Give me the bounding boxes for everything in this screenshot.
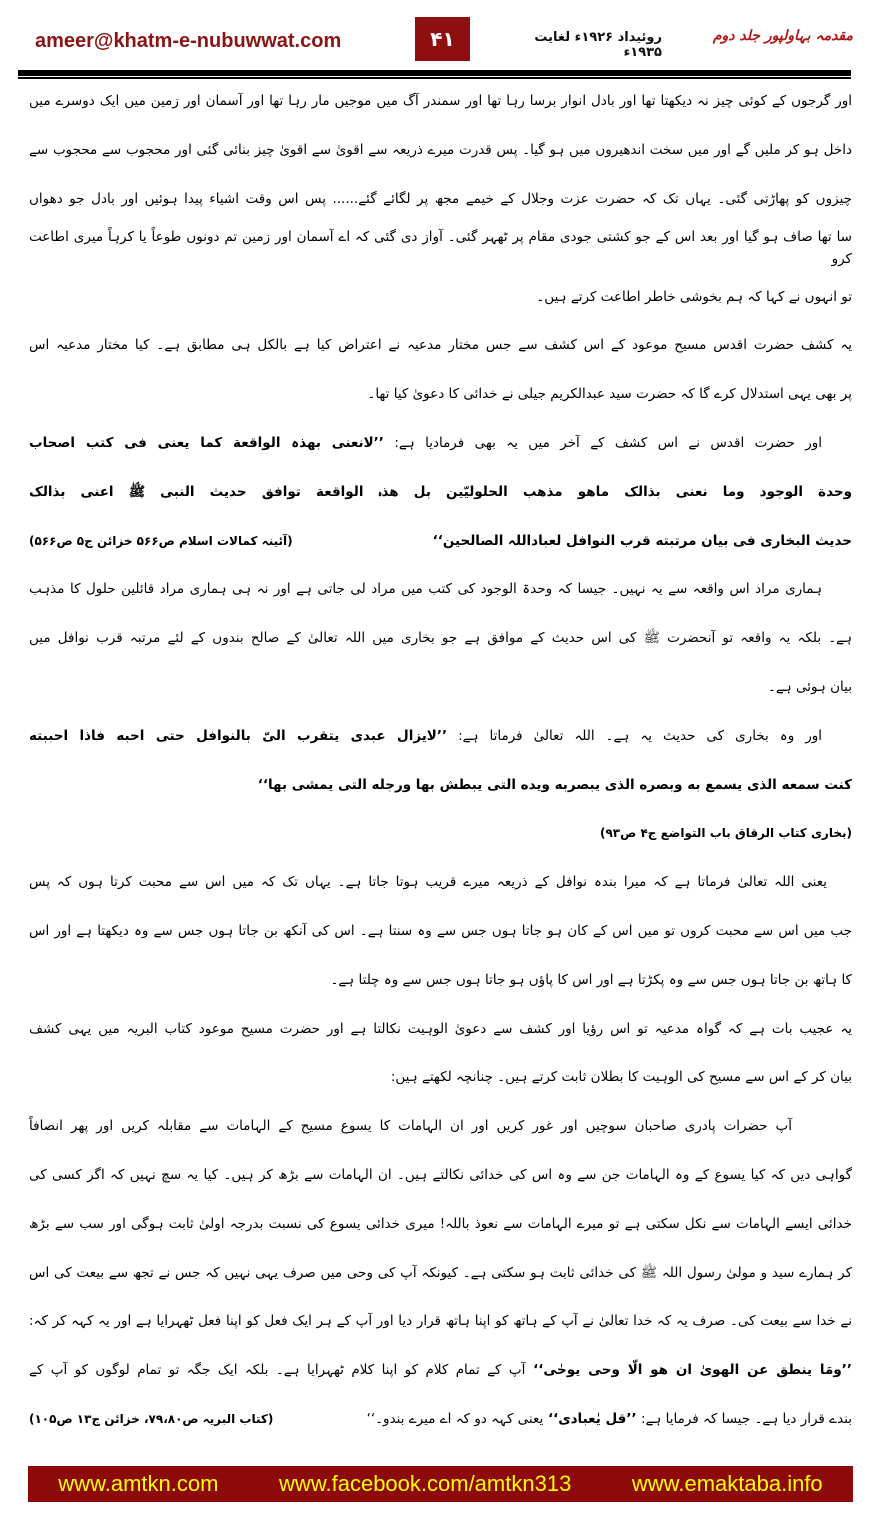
citation: (کتاب البریہ ص۷۹،۸۰، خزائن ج۱۳ ص۱۰۵) — [29, 1411, 274, 1426]
line-content — [433, 530, 852, 552]
line-content — [29, 1213, 852, 1235]
arabic-quote: ’’قل یٰعبادی‘‘ — [543, 1410, 637, 1427]
text-line — [29, 663, 852, 712]
line-content — [391, 1066, 852, 1088]
text-line — [29, 711, 852, 760]
line-content — [29, 1115, 792, 1137]
line-content — [29, 1359, 852, 1381]
line-content — [29, 188, 852, 210]
text-line — [29, 419, 852, 468]
urdu-text: جب میں اس سے محبت کروں تو میں اس کے کان ہو جاتا ہوں جس سے وہ سنتا ہے۔ اس کی آنکھ بن جاتا ہوں جس سے وہ دیکھتا ہے اور اس — [29, 922, 852, 939]
line-content — [330, 969, 852, 991]
arabic-quote: کنت سمعه الذی یسمع به وبصره الذی یبصربه ویده التی یبطش بها ورجله التی یمشی بها‘‘ — [257, 776, 852, 793]
line-content — [29, 1262, 852, 1284]
urdu-text: اور وہ بخاری کی حدیث یہ ہے۔ اللہ تعالیٰ فرماتا ہے: — [447, 727, 823, 744]
arabic-quote: وحدة الوجود وما نعنی بذالک ماھو مذھب الحلولیّین بل ھذہ الواقعة توافق حدیث النبی ﷺ اعنی بذالک — [29, 483, 852, 500]
header-subtitle: روئیداد ۱۹۲۶ء لغایت ۱۹۳۵ء — [534, 30, 662, 60]
line-content — [29, 139, 852, 161]
header-book-title: مقدمہ بہاولپور جلد دوم — [712, 28, 853, 44]
urdu-text: کر ہمارے سید و مولیٰ رسول اللہ ﷺ کی خدائی ثابت ہو سکتی ہے۔ کیونکہ آپ کی وحی میں صرف یہی نہیں کہ جس نے تجھ سے بیعت کی اس — [29, 1264, 852, 1281]
line-content — [29, 432, 822, 454]
arabic-quote: ’’لایزال عبدی یتقرب الیّ بالنوافل حتی احبه فاذا احببته — [29, 727, 448, 744]
text-line — [29, 565, 852, 614]
footer-link-amtkn[interactable]: www.amtkn.com — [58, 1471, 219, 1496]
urdu-text: یہ عجیب بات ہے کہ گواہ مدعیہ تو اس رؤیا اور کشف سے دعویٰ الوہیت نکالتا ہے اور حضرت مسیح موعود کتاب البریہ میں یہی کشف — [29, 1020, 852, 1037]
urdu-text: بیان ہوئی ہے۔ — [767, 678, 852, 695]
text-line — [29, 955, 852, 1004]
urdu-text: یعنی کہہ دو کہ اے میرے بندو۔‘‘ — [366, 1410, 544, 1427]
urdu-text: بندے قرار دیا ہے۔ جیسا کہ فرمایا ہے: — [636, 1410, 852, 1427]
text-line — [29, 467, 852, 516]
line-content — [29, 481, 852, 503]
line-content — [29, 226, 852, 270]
text-line — [29, 516, 852, 565]
text-line — [29, 809, 852, 858]
line-content — [29, 578, 822, 600]
urdu-text: پر بھی یہی استدلال کرے گا کہ حضرت سید عبدالکریم جیلی نے خدائی کا دعویٰ کیا تھا۔ — [367, 386, 852, 403]
urdu-text: گواہی دیں کہ کیا یسوع کے وہ الہامات جن سے وہ اس کی خدائی نکالتے ہیں۔ ان الہامات سے بڑھ کر ہیں۔ کیا یہ سچ نہیں کہ اگر کسی کی — [29, 1166, 852, 1183]
line-content — [29, 1018, 852, 1040]
urdu-text: اور حضرت اقدس نے اس کشف کے آخر میں یہ بھی فرمادیا ہے: — [383, 434, 822, 451]
footer-link-emaktaba[interactable]: www.emaktaba.info — [631, 1471, 823, 1496]
urdu-text: اور گرجوں کے کوئی چیز نہ دیکھتا تھا اور بادل انوار برسا رہا تھا اور سمندر آگ میں موجیں مار رہا تھا اور آسمان اور زمین میں ایک دوسرے میں — [29, 93, 852, 110]
urdu-text: یعنی اللہ تعالیٰ فرماتا ہے کہ میرا بندہ نوافل کے ذریعہ میرے قریب ہوتا جاتا ہے۔ یہاں تک کہ میں اس سے محبت کرتا ہوں کہ پس — [29, 874, 827, 891]
urdu-text: نے خدا سے بیعت کی۔ صرف یہ کہ خدا تعالیٰ نے آپ کے ہاتھ کو اپنا ہاتھ قرار دیا اور آپ کے ہر ایک فعل کو اپنا فعل ٹھہرایا ہے اور یہ کہہ کر کہ: — [29, 1313, 852, 1330]
footer-link-facebook[interactable]: www.facebook.com/amtkn313 — [279, 1471, 572, 1496]
text-line — [29, 1199, 852, 1248]
text-line — [29, 77, 852, 126]
line-content — [367, 383, 852, 405]
text-line — [29, 223, 852, 272]
urdu-text: سا تھا صاف ہو گیا اور بعد اس کے جو کشتی جودی مقام پر ٹھہر گئی۔ آواز دی گئی کہ اے آسمان اور زمین تم دونوں طوعاً یا کرہاً میری اطاعت کرو — [29, 228, 852, 267]
text-line — [29, 1151, 852, 1200]
header-rule-thick — [18, 70, 851, 76]
line-content — [367, 1408, 852, 1430]
text-line — [29, 1297, 852, 1346]
text-line — [29, 1053, 852, 1102]
line-content — [29, 90, 852, 112]
urdu-text: خدائی ایسے الہامات سے نکل سکتی ہے تو میرے الہامات سے نعوذ باللہ! میری خدائی یسوع کی نسبت بدرجہ اولیٰ ثابت ہوگی اور سب سے بڑھ — [29, 1215, 852, 1232]
line-content — [29, 725, 822, 747]
text-line — [29, 858, 852, 907]
text-line — [29, 272, 852, 321]
urdu-text: داخل ہو کر ملیں گے اور میں سخت اندھیروں میں ہو گیا۔ پس قدرت میرے ذریعہ سے اقویٰ سے اقویٰ چیز بنائی گئی اور محجوب سے محجوب سے — [29, 142, 852, 159]
text-line — [29, 370, 852, 419]
page-number: ۴۱ — [415, 17, 470, 61]
urdu-text: چیزوں کو پھاڑتی گئی۔ یہاں تک کہ حضرت عزت وجلال کے خیمے مجھ پر لگائے گئے...... پس اس وقت اشیاء پیدا ہوئیں اور بادل جو دھواں — [29, 190, 852, 207]
line-content — [29, 627, 852, 649]
header-email[interactable]: ameer@khatm-e-nubuwwat.com — [35, 30, 342, 52]
urdu-text: تو انہوں نے کہا کہ ہم بخوشی خاطر اطاعت کرتے ہیں۔ — [536, 288, 852, 305]
line-content — [258, 774, 852, 796]
citation: (آئینہ کمالات اسلام ص۵۶۶ خزائن ج۵ ص۵۶۶) — [29, 533, 293, 548]
urdu-text: ہے۔ بلکہ یہ واقعہ تو آنحضرت ﷺ کی اس حدیث کے موافق ہے جو بخاری میں اللہ تعالیٰ کے صالح بندوں کے لئے مرتبہ قرب نوافل میں — [29, 630, 852, 647]
line-content — [29, 1310, 852, 1332]
line-content — [768, 676, 852, 698]
citation: (بخاری کتاب الرقاق باب التواضع ج۴ ص۹۳) — [599, 826, 852, 841]
arabic-quote: ’’ومَا ینطق عن الھویٰ ان ھو الّا وحی یوحٰی‘‘ — [525, 1362, 852, 1379]
urdu-text: ہماری مراد اس واقعہ سے یہ نہیں۔ جیسا کہ وحدۃ الوجود کی کتب میں مراد لی جاتی ہے اور نہ ہی ہماری مراد قائلین حلول کا مذہب — [29, 581, 822, 598]
line-content — [29, 871, 827, 893]
text-line — [29, 1004, 852, 1053]
footer-bar — [28, 1466, 853, 1502]
arabic-quote: حدیث البخاری فی بیان مرتبته قرب النوافل لعباداللہ الصالحین‘‘ — [432, 532, 852, 549]
line-content — [29, 920, 852, 942]
text-line — [29, 1102, 852, 1151]
document-body — [29, 77, 852, 1443]
text-line — [29, 175, 852, 224]
line-content — [536, 286, 852, 308]
text-line — [29, 614, 852, 663]
arabic-quote: ’’لانعنی بھذہ الواقعة کما یعنی فی کتب اصحاب — [29, 434, 384, 451]
line-content — [29, 1164, 852, 1186]
text-line — [29, 126, 852, 175]
urdu-text: یہ کشف حضرت اقدس مسیح موعود کے اس کشف سے جس مختار مدعیہ نے اعتراض کیا ہے بالکل ہی مطابق ہے۔ کیا مختار مدعیہ اس — [29, 337, 852, 354]
urdu-text: آپ کے تمام کلام کو اپنا کلام ٹھہرایا ہے۔ بلکہ ایک جگہ تو تمام لوگوں کو آپ کے — [29, 1362, 526, 1379]
text-line — [29, 1248, 852, 1297]
urdu-text: بیان کر کے اس سے مسیح کی الوہیت کا بطلان ثابت کرتے ہیں۔ چنانچہ لکھتے ہیں: — [390, 1069, 852, 1086]
urdu-text: آپ حضرات پادری صاحبان سوچیں اور غور کریں اور ان الہامات کا یسوع مسیح کے الہامات سے مقابلہ کریں اور پھر انصافاً — [29, 1118, 792, 1135]
text-line — [29, 1346, 852, 1395]
text-line — [29, 1395, 852, 1444]
text-line — [29, 907, 852, 956]
line-content — [600, 822, 852, 844]
line-content — [29, 334, 852, 356]
text-line — [29, 321, 852, 370]
urdu-text: کا ہاتھ بن جاتا ہوں جس سے وہ پکڑتا ہے اور اس کا پاؤں ہو جاتا ہوں جس سے وہ چلتا ہے۔ — [330, 971, 852, 988]
text-line — [29, 760, 852, 809]
